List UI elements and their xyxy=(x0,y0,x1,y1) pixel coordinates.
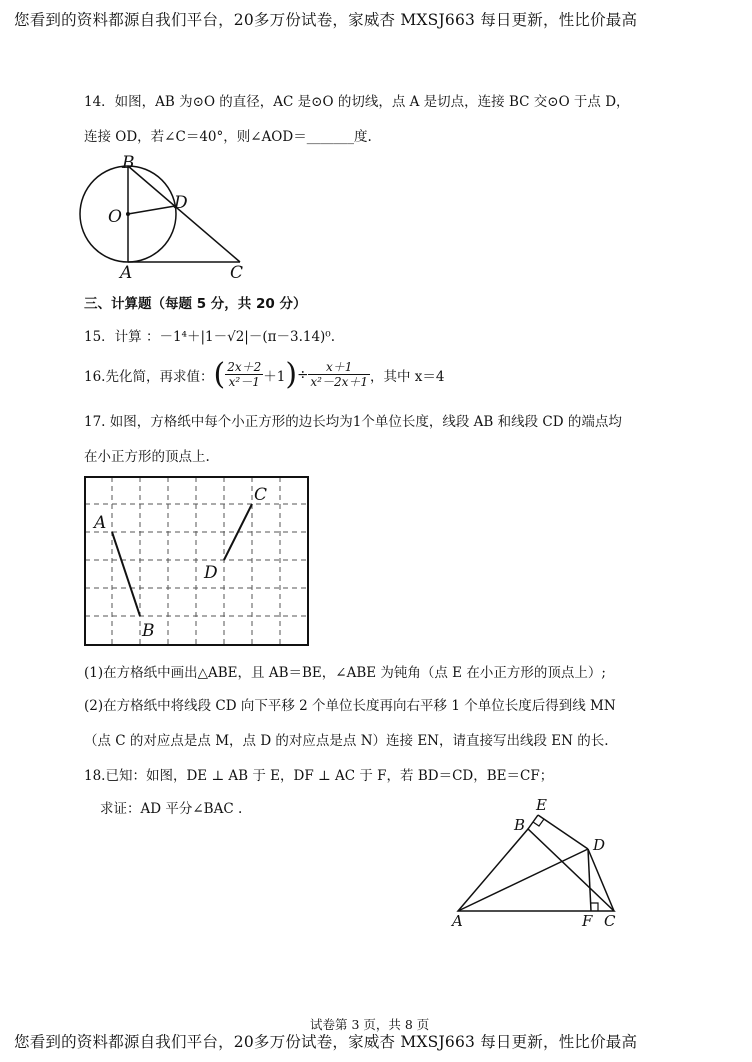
q16-fraction2 xyxy=(308,360,370,389)
q16-suffix: ，其中 x＝4 xyxy=(370,368,445,385)
center-dot xyxy=(126,212,130,216)
section-title: 三、计算题（每题 5 分，共 20 分） xyxy=(84,296,307,312)
fig18-label-e: E xyxy=(536,796,547,814)
label-c: C xyxy=(230,263,244,282)
bottom-banner: 您看到的资料都源自我们平台，20多万份试卷，家威杏 MXSJ663 每日更新，性比价最高 xyxy=(14,1033,638,1051)
q16-f1-num: 2x＋2 xyxy=(227,360,262,374)
grid-label-c: C xyxy=(254,485,268,505)
top-banner: 您看到的资料都源自我们平台，20多万份试卷，家威杏 MXSJ663 每日更新，性比价最高 xyxy=(14,11,638,29)
fig18-label-c: C xyxy=(604,912,616,930)
segment-ab xyxy=(112,532,140,616)
q14-line1: 14．如图，AB 为⊙O 的直径，AC 是⊙O 的切线，点 A 是切点，连接 BC 交⊙O 于点 D， xyxy=(84,94,630,110)
q17-sub1: (1)在方格纸中画出△ABE，且 AB＝BE，∠ABE 为钝角（点 E 在小正方形的顶点上）; xyxy=(84,665,606,681)
fig18-label-b: B xyxy=(514,816,526,834)
q16-prefix: 16.先化简，再求值： xyxy=(84,368,214,385)
fig18-label-d: D xyxy=(593,836,606,854)
page-footer: 试卷第 3 页，共 8 页 xyxy=(310,1017,430,1032)
grid-label-b: B xyxy=(142,621,155,641)
segment-dc xyxy=(588,849,614,911)
q17-line2: 在小正方形的顶点上. xyxy=(84,449,210,465)
q14-figure xyxy=(70,152,260,282)
q17-grid-figure xyxy=(84,476,310,648)
q15-text: 15．计算 ：－1⁴＋|1－√2|－(π－3.14)⁰. xyxy=(84,329,336,345)
q16-line: 16.先化简，再求值： ( $\frac{2x+2}{\text{x²－1}}$ ＋1 ) ÷ $\frac{x+1}{\text{x²－2x＋1}}$ ，其中 x＝4 xyxy=(84,357,445,392)
segment-ed xyxy=(538,815,588,849)
q16-f2-den: x²－2x＋1 xyxy=(310,375,368,389)
segment-bc xyxy=(128,166,240,262)
label-o: O xyxy=(108,207,122,227)
q17-sub2b: （点 C 的对应点是点 M，点 D 的对应点是点 N）连接 EN，请直接写出线段 EN 的长. xyxy=(84,733,609,749)
q14-line2: 连接 OD，若∠C＝40°，则∠AOD＝_______度. xyxy=(84,129,372,145)
label-a: A xyxy=(120,263,133,282)
q18-line2: 求证：AD 平分∠BAC . xyxy=(100,801,243,817)
right-angle-f xyxy=(591,903,598,911)
q18-line1: 18.已知：如图，DE ⊥ AB 于 E，DF ⊥ AC 于 F，若 BD＝CD，BE＝CF； xyxy=(84,768,554,784)
q17-sub2a: (2)在方格纸中将线段 CD 向下平移 2 个单位长度再向右平移 1 个单位长度后得到线 MN xyxy=(84,698,616,714)
grid-lines xyxy=(85,477,308,644)
segment-od xyxy=(128,206,175,214)
q16-div: ÷ xyxy=(297,366,309,383)
fig18-label-f: F xyxy=(582,912,593,930)
q16-f2-num: x＋1 xyxy=(308,360,370,375)
segment-ad xyxy=(458,849,588,911)
label-b: B xyxy=(122,153,135,173)
q16-f1-den: x²－1 xyxy=(228,375,260,389)
q17-line1: 17. 如图，方格纸中每个小正方形的边长均为1个单位长度，线段 AB 和线段 CD 的端点均 xyxy=(84,414,622,430)
q18-figure xyxy=(440,790,640,930)
segment-df xyxy=(588,849,591,911)
grid-label-d: D xyxy=(204,563,218,583)
grid-label-a: A xyxy=(94,513,107,533)
q16-plus1: ＋1 xyxy=(263,368,286,385)
q16-fraction1 xyxy=(225,360,263,389)
fig18-label-a: A xyxy=(452,912,463,930)
label-d: D xyxy=(174,193,188,213)
